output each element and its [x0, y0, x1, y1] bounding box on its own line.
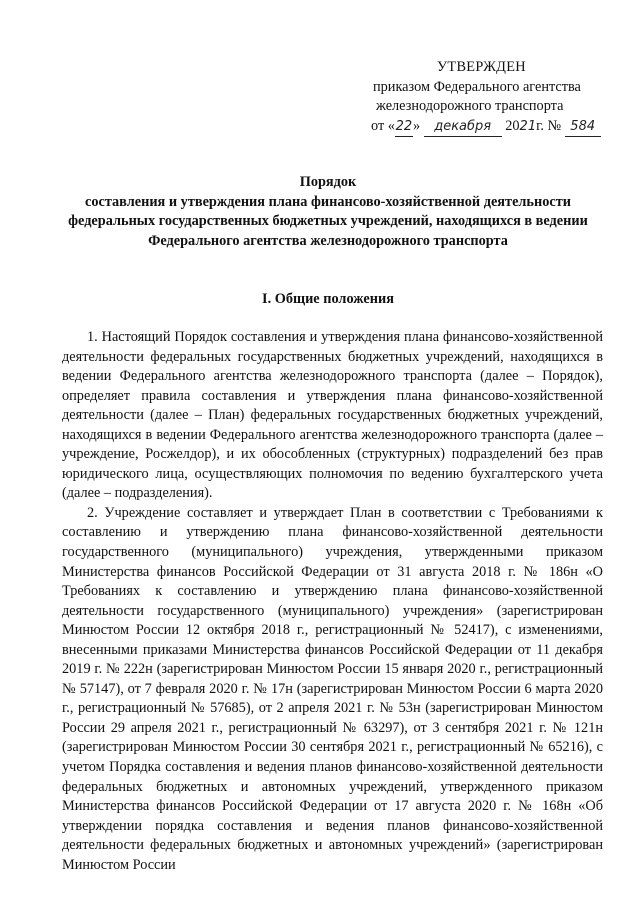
document-title-block: [48, 173, 608, 251]
date-suffix: г. №: [536, 117, 562, 134]
approval-stamp-block: [356, 58, 616, 137]
document-subtitle: составления и утверждения плана финансово-хозяйственной деятельности федеральных государственных бюджетных учреждений, находящихся в ведении Федерального агентства железнодорожного транспорта: [68, 193, 588, 249]
handwritten-day: 22: [395, 117, 413, 138]
handwritten-year: 21: [519, 118, 537, 134]
document-body: [62, 328, 603, 875]
handwritten-order-number: 584: [565, 117, 601, 138]
approval-line-agency: железнодорожного транспорта: [376, 98, 564, 114]
paragraph-2: 2. Учреждение составляет и утверждает План в соответствии с Требованиями к составлению и утверждению плана финансово-хозяйственной деятельности государственного (муниципального) учреждения, утвержденными приказом Министерства финансов Российской Федерации от 31 августа 2018 г. № 186н «О Требованиях к составлению и утверждению плана финансово-хозяйственной деятельности государственного (муниципального) учреждения» (зарегистрирован Минюстом России 12 октября 2018 г., регистрационный № 52417), с изменениями, внесенными приказами Министерства финансов Российской Федерации от 11 декабря 2019 г. № 222н (зарегистрирован Минюстом России 15 января 2020 г., регистрационный № 57147), от 7 февраля 2020 г. № 17н (зарегистрирован Минюстом России 6 марта 2020 г., регистрационный № 57685), от 2 апреля 2021 г. № 53н (зарегистрирован Минюстом России 29 апреля 2021 г., регистрационный № 63297), от 3 сентября 2021 г. № 121н (зарегистрирован Минюстом России 30 сентября 2021 г., регистрационный № 65216), с учетом Порядка составления и ведения планов финансово-хозяйственной деятельности федеральных бюджетных и автономных учреждений, утвержденного приказом Министерства финансов Российской Федерации от 17 августа 2020 г. № 168н «Об утверждении порядка составления и ведения планов финансово-хозяйственной деятельности федеральных бюджетных и автономных учреждений» (зарегистрирован Минюстом России: [62, 504, 603, 873]
section-heading: I. Общие положения: [262, 291, 394, 307]
approval-line-order: приказом Федерального агентства: [373, 78, 581, 95]
paragraph-1: 1. Настоящий Порядок составления и утверждения плана финансово-хозяйственной деятельности федеральных государственных бюджетных учреждений, находящихся в ведении Федерального агентства железнодорожного транспорта (далее – Порядок), определяет правила составления и утверждения плана финансово-хозяйственной деятельности (далее – План) федеральных государственных бюджетных учреждений, находящихся в ведении Федерального агентства железнодорожного транспорта (далее – учреждение, Росжелдор), и их обособленных (структурных) подразделений без прав юридического лица, осуществляющих полномочия по ведению бухгалтерского учета (далее – подразделения).: [62, 329, 603, 502]
date-prefix: от «: [371, 117, 395, 134]
date-mid: »: [412, 117, 421, 134]
approval-title: УТВЕРЖДЕН: [437, 59, 526, 75]
handwritten-month: декабря: [424, 117, 502, 138]
document-title: Порядок: [299, 174, 357, 190]
date-year-prefix: 20: [505, 117, 520, 134]
approval-date-line: [356, 117, 616, 138]
